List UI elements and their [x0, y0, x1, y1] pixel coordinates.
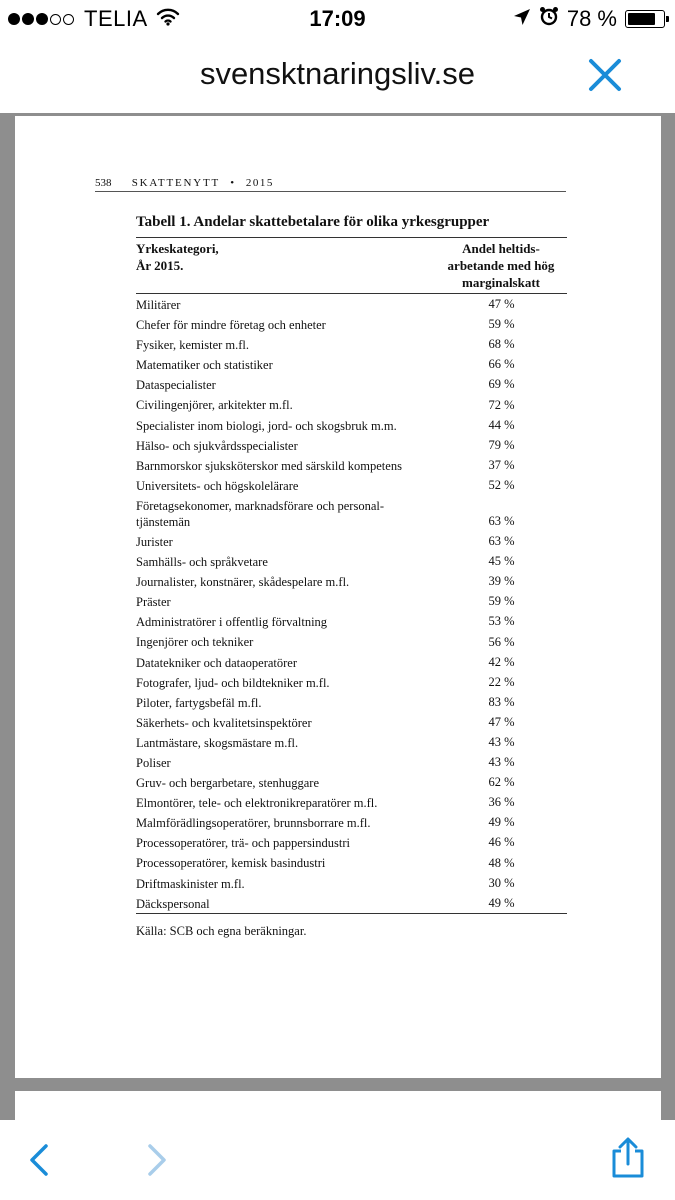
table-row — [136, 713, 567, 733]
tax-share-value: 79 % — [488, 437, 515, 452]
battery-nub — [666, 16, 669, 22]
status-bar — [0, 0, 675, 38]
occupation-name: Processoperatörer, trä- och pappersindustri — [136, 836, 351, 851]
journal-year: 2015 — [245, 177, 274, 189]
occupation-name: Malmförädlingsoperatörer, brunnsborrare m.fl. — [136, 816, 371, 831]
occupation-name: Civilingenjörer, arkitekter m.fl. — [136, 398, 293, 413]
tax-share-value: 42 % — [488, 654, 515, 669]
chevron-left-icon — [22, 1140, 58, 1180]
table-row — [136, 632, 567, 652]
occupation-name: Barnmorskor sjuksköterskor med särskild kompetens — [136, 458, 402, 473]
table-source: Källa: SCB och egna beräkningar. — [136, 924, 307, 938]
table-row — [136, 436, 567, 456]
table-row — [136, 355, 567, 375]
column-header-line: År 2015. — [136, 258, 184, 273]
alarm-clock-icon — [539, 6, 559, 32]
table-row — [136, 853, 567, 873]
tax-share-value: 53 % — [488, 614, 515, 629]
tax-share-value: 22 % — [488, 674, 515, 689]
occupation-name: Matematiker och statistiker — [136, 358, 273, 373]
occupation-name: Piloter, fartygsbefäl m.fl. — [136, 695, 262, 710]
tax-share-value: 47 % — [488, 714, 515, 729]
status-right — [513, 6, 665, 32]
tax-share-value: 63 % — [488, 513, 515, 528]
occupation-name: Elmontörer, tele- och elektronikreparatörer m.fl. — [136, 796, 378, 811]
tax-share-value: 45 % — [488, 554, 515, 569]
tax-share-value: 44 % — [488, 417, 515, 432]
table-row — [136, 295, 567, 315]
battery-icon — [625, 10, 665, 28]
tax-share-value: 47 % — [488, 297, 515, 312]
column-header-line: Yrkeskategori, — [136, 241, 219, 256]
battery-percent: 78 % — [566, 6, 617, 31]
tax-share-value: 68 % — [488, 337, 515, 352]
table-row — [136, 813, 567, 833]
tax-share-value: 52 % — [488, 477, 515, 492]
location-arrow-icon — [513, 6, 531, 32]
bottom-toolbar — [0, 1120, 675, 1200]
close-button[interactable] — [585, 55, 625, 95]
tax-share-value: 59 % — [488, 317, 515, 332]
url-bar — [0, 38, 675, 113]
occupation-name: Fotografer, ljud- och bildtekniker m.fl. — [136, 675, 330, 690]
table-row — [136, 833, 567, 853]
column-header-line: marginalskatt — [462, 275, 540, 290]
table-row — [136, 894, 567, 914]
table-row — [136, 733, 567, 753]
carrier-name: TELIA — [84, 6, 148, 31]
table-row — [136, 673, 567, 693]
occupation-name: Chefer för mindre företag och enheter — [136, 318, 326, 333]
status-left — [8, 6, 180, 32]
running-head-bullet: • — [230, 177, 236, 189]
table-row — [136, 476, 567, 496]
occupation-name: Driftmaskinister m.fl. — [136, 876, 245, 891]
table-row — [136, 653, 567, 673]
table-row — [136, 335, 567, 355]
tax-share-value: 63 % — [488, 534, 515, 549]
status-time: 17:09 — [309, 6, 366, 31]
occupation-name: Däckspersonal — [136, 896, 210, 911]
tax-share-value: 30 % — [488, 875, 515, 890]
next-page — [15, 1091, 661, 1120]
occupation-name: Specialister inom biologi, jord- och skogsbruk m.m. — [136, 418, 397, 433]
table-row — [136, 753, 567, 773]
table-body — [136, 295, 567, 914]
table-row — [136, 693, 567, 713]
signal-dot — [8, 13, 20, 25]
table-row — [136, 496, 567, 532]
table-row — [136, 552, 567, 572]
share-icon — [608, 1136, 648, 1180]
column-header-line: Andel heltids- — [462, 241, 540, 256]
occupation-name: Fysiker, kemister m.fl. — [136, 338, 250, 353]
table-row — [136, 375, 567, 395]
tax-share-value: 62 % — [488, 775, 515, 790]
wifi-icon — [156, 6, 180, 32]
occupation-name: Dataspecialister — [136, 378, 216, 393]
header-rule — [95, 191, 566, 192]
occupation-name: Universitets- och högskolelärare — [136, 478, 299, 493]
tax-share-value: 49 % — [488, 895, 515, 910]
occupation-name: Poliser — [136, 755, 171, 770]
table-bottom-rule — [136, 913, 567, 914]
table-row — [136, 592, 567, 612]
table-row — [136, 315, 567, 335]
occupation-name: Präster — [136, 595, 171, 610]
forward-button[interactable] — [138, 1140, 174, 1180]
tax-share-value: 72 % — [488, 397, 515, 412]
table-top-rule — [136, 237, 567, 238]
document-page — [15, 116, 661, 1078]
tax-share-value: 59 % — [488, 594, 515, 609]
table-row — [136, 532, 567, 552]
back-button[interactable] — [22, 1140, 58, 1180]
occupation-name: Jurister — [136, 534, 173, 549]
close-icon — [585, 55, 625, 95]
occupation-name: Lantmästare, skogsmästare m.fl. — [136, 735, 299, 750]
occupation-name: Administratörer i offentlig förvaltning — [136, 615, 328, 630]
table-row — [136, 874, 567, 894]
chevron-right-icon — [138, 1140, 174, 1180]
table-row — [136, 773, 567, 793]
tax-share-value: 83 % — [488, 694, 515, 709]
signal-dot — [36, 13, 48, 25]
occupation-name: Ingenjörer och tekniker — [136, 635, 254, 650]
tax-share-value: 48 % — [488, 855, 515, 870]
occupation-name: Säkerhets- och kvalitetsinspektörer — [136, 715, 312, 730]
tax-share-value: 69 % — [488, 377, 515, 392]
occupation-name: Samhälls- och språkvetare — [136, 555, 268, 570]
journal-name: SKATTENYTT — [131, 177, 221, 189]
share-button[interactable] — [608, 1136, 648, 1180]
tax-share-value: 43 % — [488, 755, 515, 770]
signal-dot-empty — [50, 14, 61, 25]
page-number: 538 — [95, 177, 112, 189]
occupation-name: Hälso- och sjukvårdsspecialister — [136, 438, 298, 453]
signal-dot — [22, 13, 34, 25]
occupation-name: Datatekniker och dataoperatörer — [136, 655, 298, 670]
occupation-name: Journalister, konstnärer, skådespelare m.fl. — [136, 575, 350, 590]
tax-share-value: 46 % — [488, 835, 515, 850]
tax-share-value: 56 % — [488, 634, 515, 649]
table-row — [136, 612, 567, 632]
tax-share-value: 36 % — [488, 795, 515, 810]
tax-share-value: 43 % — [488, 734, 515, 749]
tax-share-value: 37 % — [488, 457, 515, 472]
occupation-name: Processoperatörer, kemisk basindustri — [136, 856, 326, 871]
occupation-name: Gruv- och bergarbetare, stenhuggare — [136, 776, 320, 791]
occupation-name: Företagsekonomer, marknadsförare och personal-tjänstemän — [136, 498, 385, 529]
tax-share-value: 49 % — [488, 815, 515, 830]
tax-share-value: 39 % — [488, 574, 515, 589]
signal-dot-empty — [63, 14, 74, 25]
occupation-name: Militärer — [136, 298, 181, 312]
table-row — [136, 395, 567, 415]
column-header-line: arbetande med hög — [447, 258, 555, 273]
document-viewer[interactable] — [0, 113, 675, 1120]
table-row — [136, 416, 567, 436]
table-row — [136, 456, 567, 476]
header-bottom-rule — [136, 293, 567, 294]
column-header-category — [136, 240, 219, 274]
running-head — [95, 177, 581, 189]
battery-fill — [628, 13, 655, 25]
tax-share-value: 66 % — [488, 357, 515, 372]
table-title: Tabell 1. Andelar skattebetalare för olika yrkesgrupper — [136, 214, 490, 230]
table-row — [136, 793, 567, 813]
page-url: svensktnaringsliv.se — [199, 56, 476, 91]
column-header-share — [435, 240, 567, 291]
table-row — [136, 572, 567, 592]
